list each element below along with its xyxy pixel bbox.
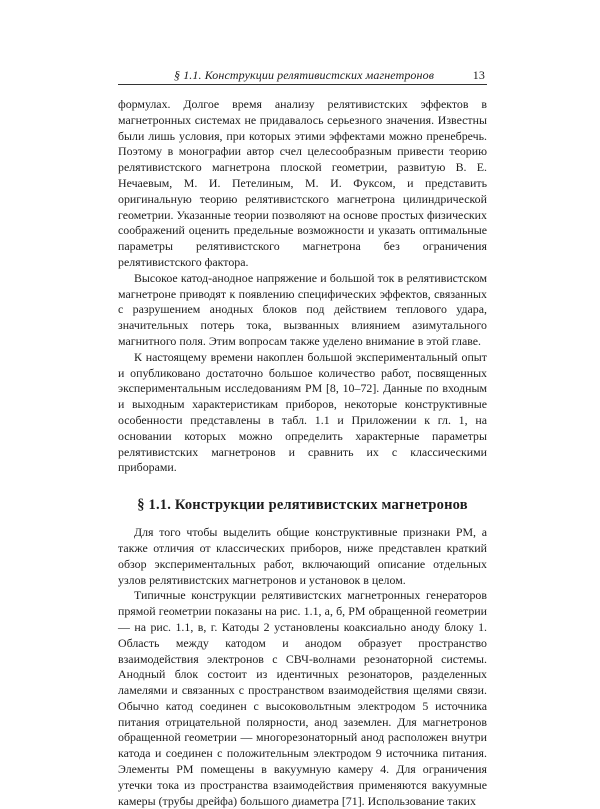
running-header xyxy=(118,68,487,85)
paragraph: Типичные конструкции релятивистских магнетронных генераторов прямой геометрии показаны на рис. 1.1, а, б, РМ обращенной геометрии — на рис. 1.1, в, г. Катоды 2 установлены коаксиально аноду блоку 1. Область между катодом и анодом образует пространство взаимодействия электронов с СВЧ-волнами резонаторной системы. Анодный блок состоит из идентичных резонаторов, разделенных ламелями и связанных с пространством взаимодействия щелями связи. Обычно катод соединен с высоковольтным электродом 5 источника питания отрицательной полярности, анод заземлен. Для магнетронов обращенной геометрии — многорезонаторный анод расположен внутри катода и соединен с положительным электродом 9 источника питания. Элементы РМ помещены в вакуумную камеру 4. Для ограничения утечки тока из пространства взаимодействия применяются вакуумные камеры (трубы дрейфа) большого диаметра [71]. Использование таких xyxy=(118,588,487,808)
paragraph: Высокое катод-анодное напряжение и большой ток в релятивистском магнетроне приводят к появлению специфических эффектов, связанных с разрушением анодных блоков под действием теплового удара, значительных потерь тока, вызванных влиянием азимутального магнитного поля. Этим вопросам также уделено внимание в этой главе. xyxy=(118,270,487,348)
paragraph: Для того чтобы выделить общие конструктивные признаки РМ, а также отличия от классических приборов, ниже представлен краткий обзор экспериментальных работ, включающий описание отдельных узлов релятивистских магнетронов и установок в целом. xyxy=(118,525,487,587)
page-body xyxy=(118,97,487,809)
paragraph: формулах. Долгое время анализу релятивистских эффектов в магнетронных системах не придавалось серьезного значения. Известны были лишь условия, при которых этими эффектами можно пренебречь. Поэтому в монографии автор счел целесообразным привести теорию релятивистского магнетрона плоской геометрии, развитую В. Е. Нечаевым, М. И. Петелиным, М. И. Фуксом, и представить оригинальную теорию релятивистского магнетрона цилиндрической геометрии. Указанные теории позволяют на основе простых физических соображений оценить предельные возможности и указать оптимальные параметры релятивистского магнетрона без ограничения релятивистского фактора. xyxy=(118,97,487,269)
running-title: § 1.1. Конструкции релятивистских магнетронов xyxy=(174,68,434,82)
page-number: 13 xyxy=(472,68,485,82)
section-heading: § 1.1. Конструкции релятивистских магнетронов xyxy=(137,497,468,514)
paragraph: К настоящему времени накоплен большой экспериментальный опыт и опубликовано достаточно большое количество работ, посвященных экспериментальным исследованиям РМ [8, 10–72]. Данные по входным и выходным характеристикам приборов, некоторые конструктивные особенности представлены в табл. 1.1 и Приложении к гл. 1, на основании которых можно определить характерные параметры релятивистских магнетронов и сравнить их с классическими приборами. xyxy=(118,349,487,475)
